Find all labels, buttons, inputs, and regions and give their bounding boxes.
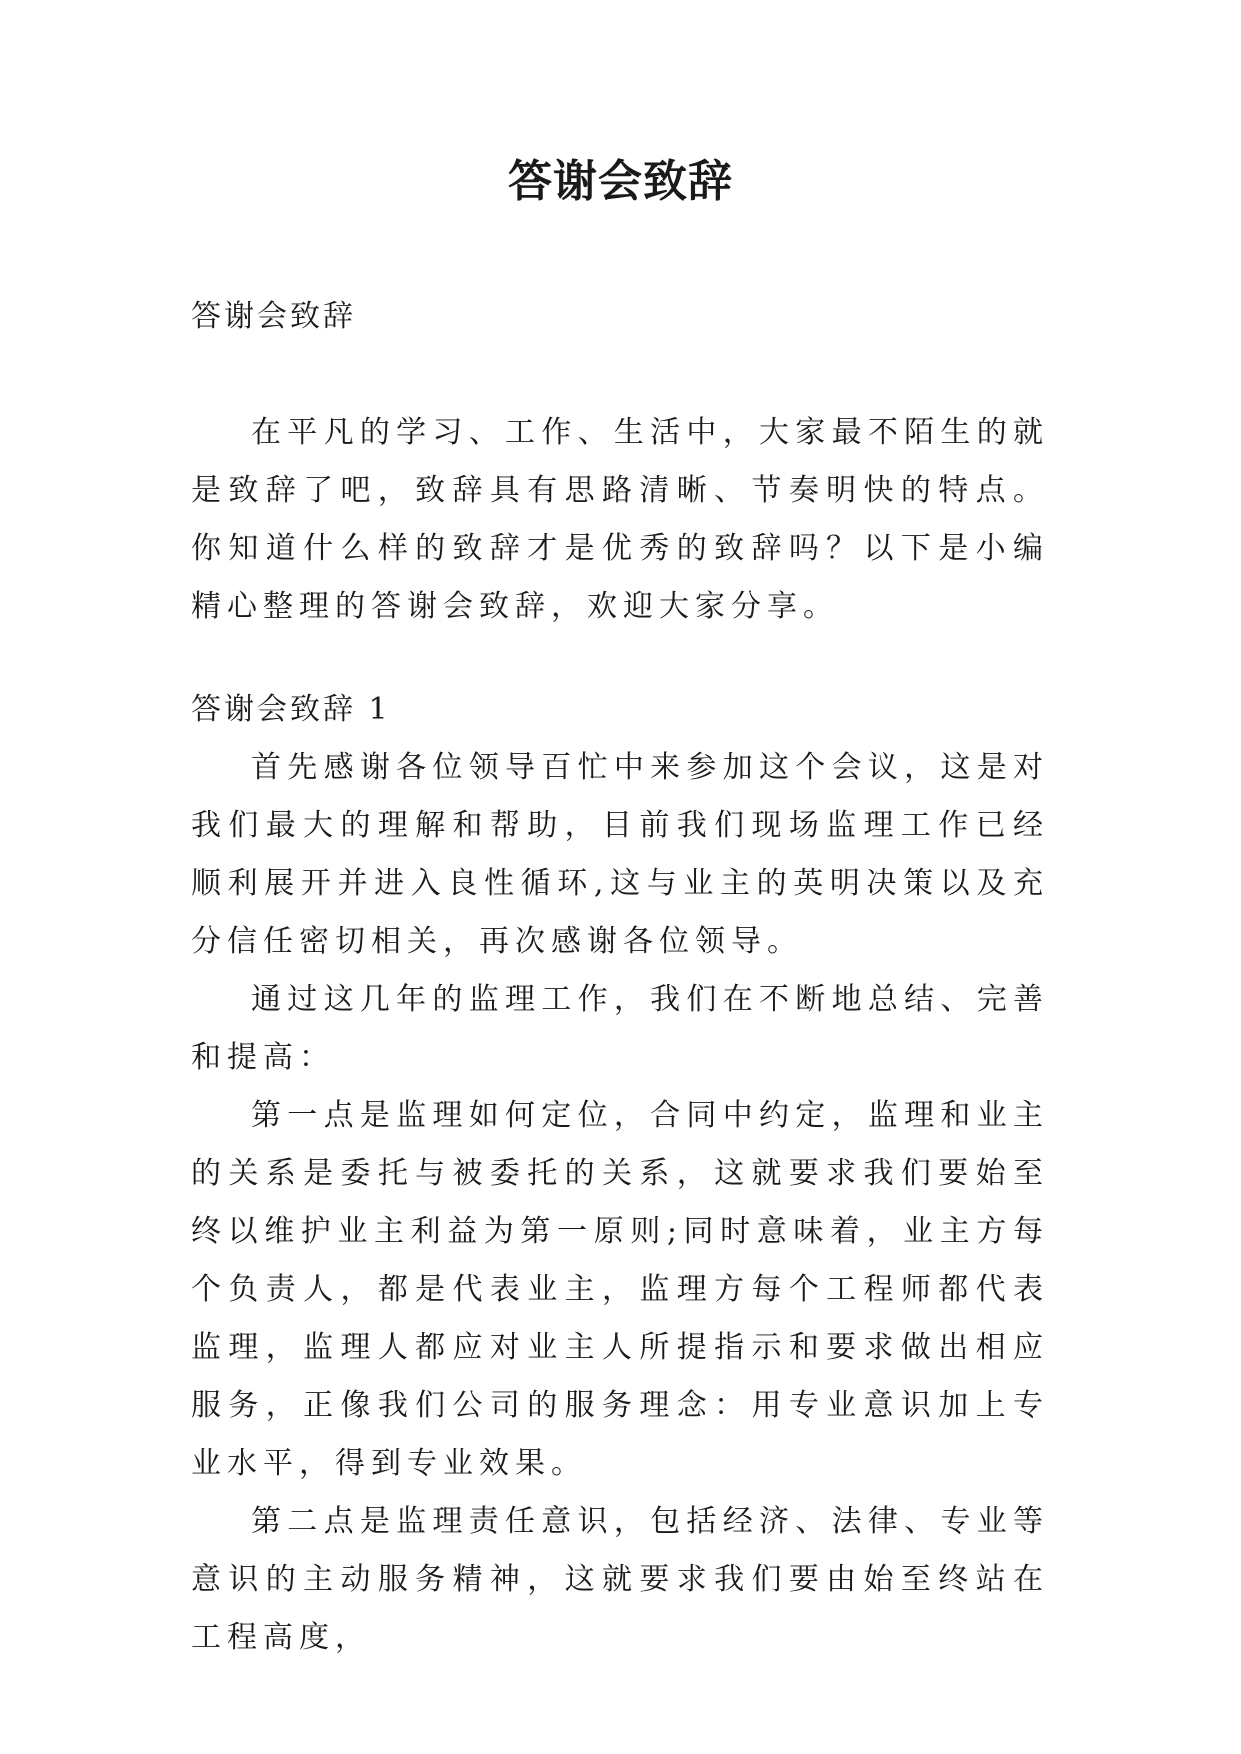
spacer	[191, 636, 1049, 681]
body-paragraph: 第一点是监理如何定位，合同中约定，监理和业主的关系是委托与被委托的关系，这就要求我们要始至终以维护业主利益为第一原则;同时意味着，业主方每个负责人，都是代表业主，监理方每个工程师都代表监理，监理人都应对业主人所提指示和要求做出相应服务，正像我们公司的服务理念：用专业意识加上专业水平，得到专业效果。	[191, 1098, 1049, 1481]
document-body	[191, 288, 1049, 1667]
document-subtitle: 答谢会致辞	[191, 299, 356, 334]
body-paragraph: 首先感谢各位领导百忙中来参加这个会议，这是对我们最大的理解和帮助，目前我们现场监理工作已经顺利展开并进入良性循环,这与业主的英明决策以及充分信任密切相关，再次感谢各位领导。	[191, 750, 1049, 959]
intro-paragraph: 在平凡的学习、工作、生活中，大家最不陌生的就是致辞了吧，致辞具有思路清晰、节奏明快的特点。你知道什么样的致辞才是优秀的致辞吗？以下是小编精心整理的答谢会致辞，欢迎大家分享。	[191, 415, 1049, 624]
document-title: 答谢会致辞	[508, 156, 733, 207]
body-paragraph: 通过这几年的监理工作，我们在不断地总结、完善和提高：	[191, 982, 1049, 1075]
spacer	[191, 346, 1049, 404]
section-heading: 答谢会致辞 1	[191, 692, 391, 727]
body-paragraph: 第二点是监理责任意识，包括经济、法律、专业等意识的主动服务精神，这就要求我们要由始至终站在工程高度，	[191, 1504, 1049, 1655]
